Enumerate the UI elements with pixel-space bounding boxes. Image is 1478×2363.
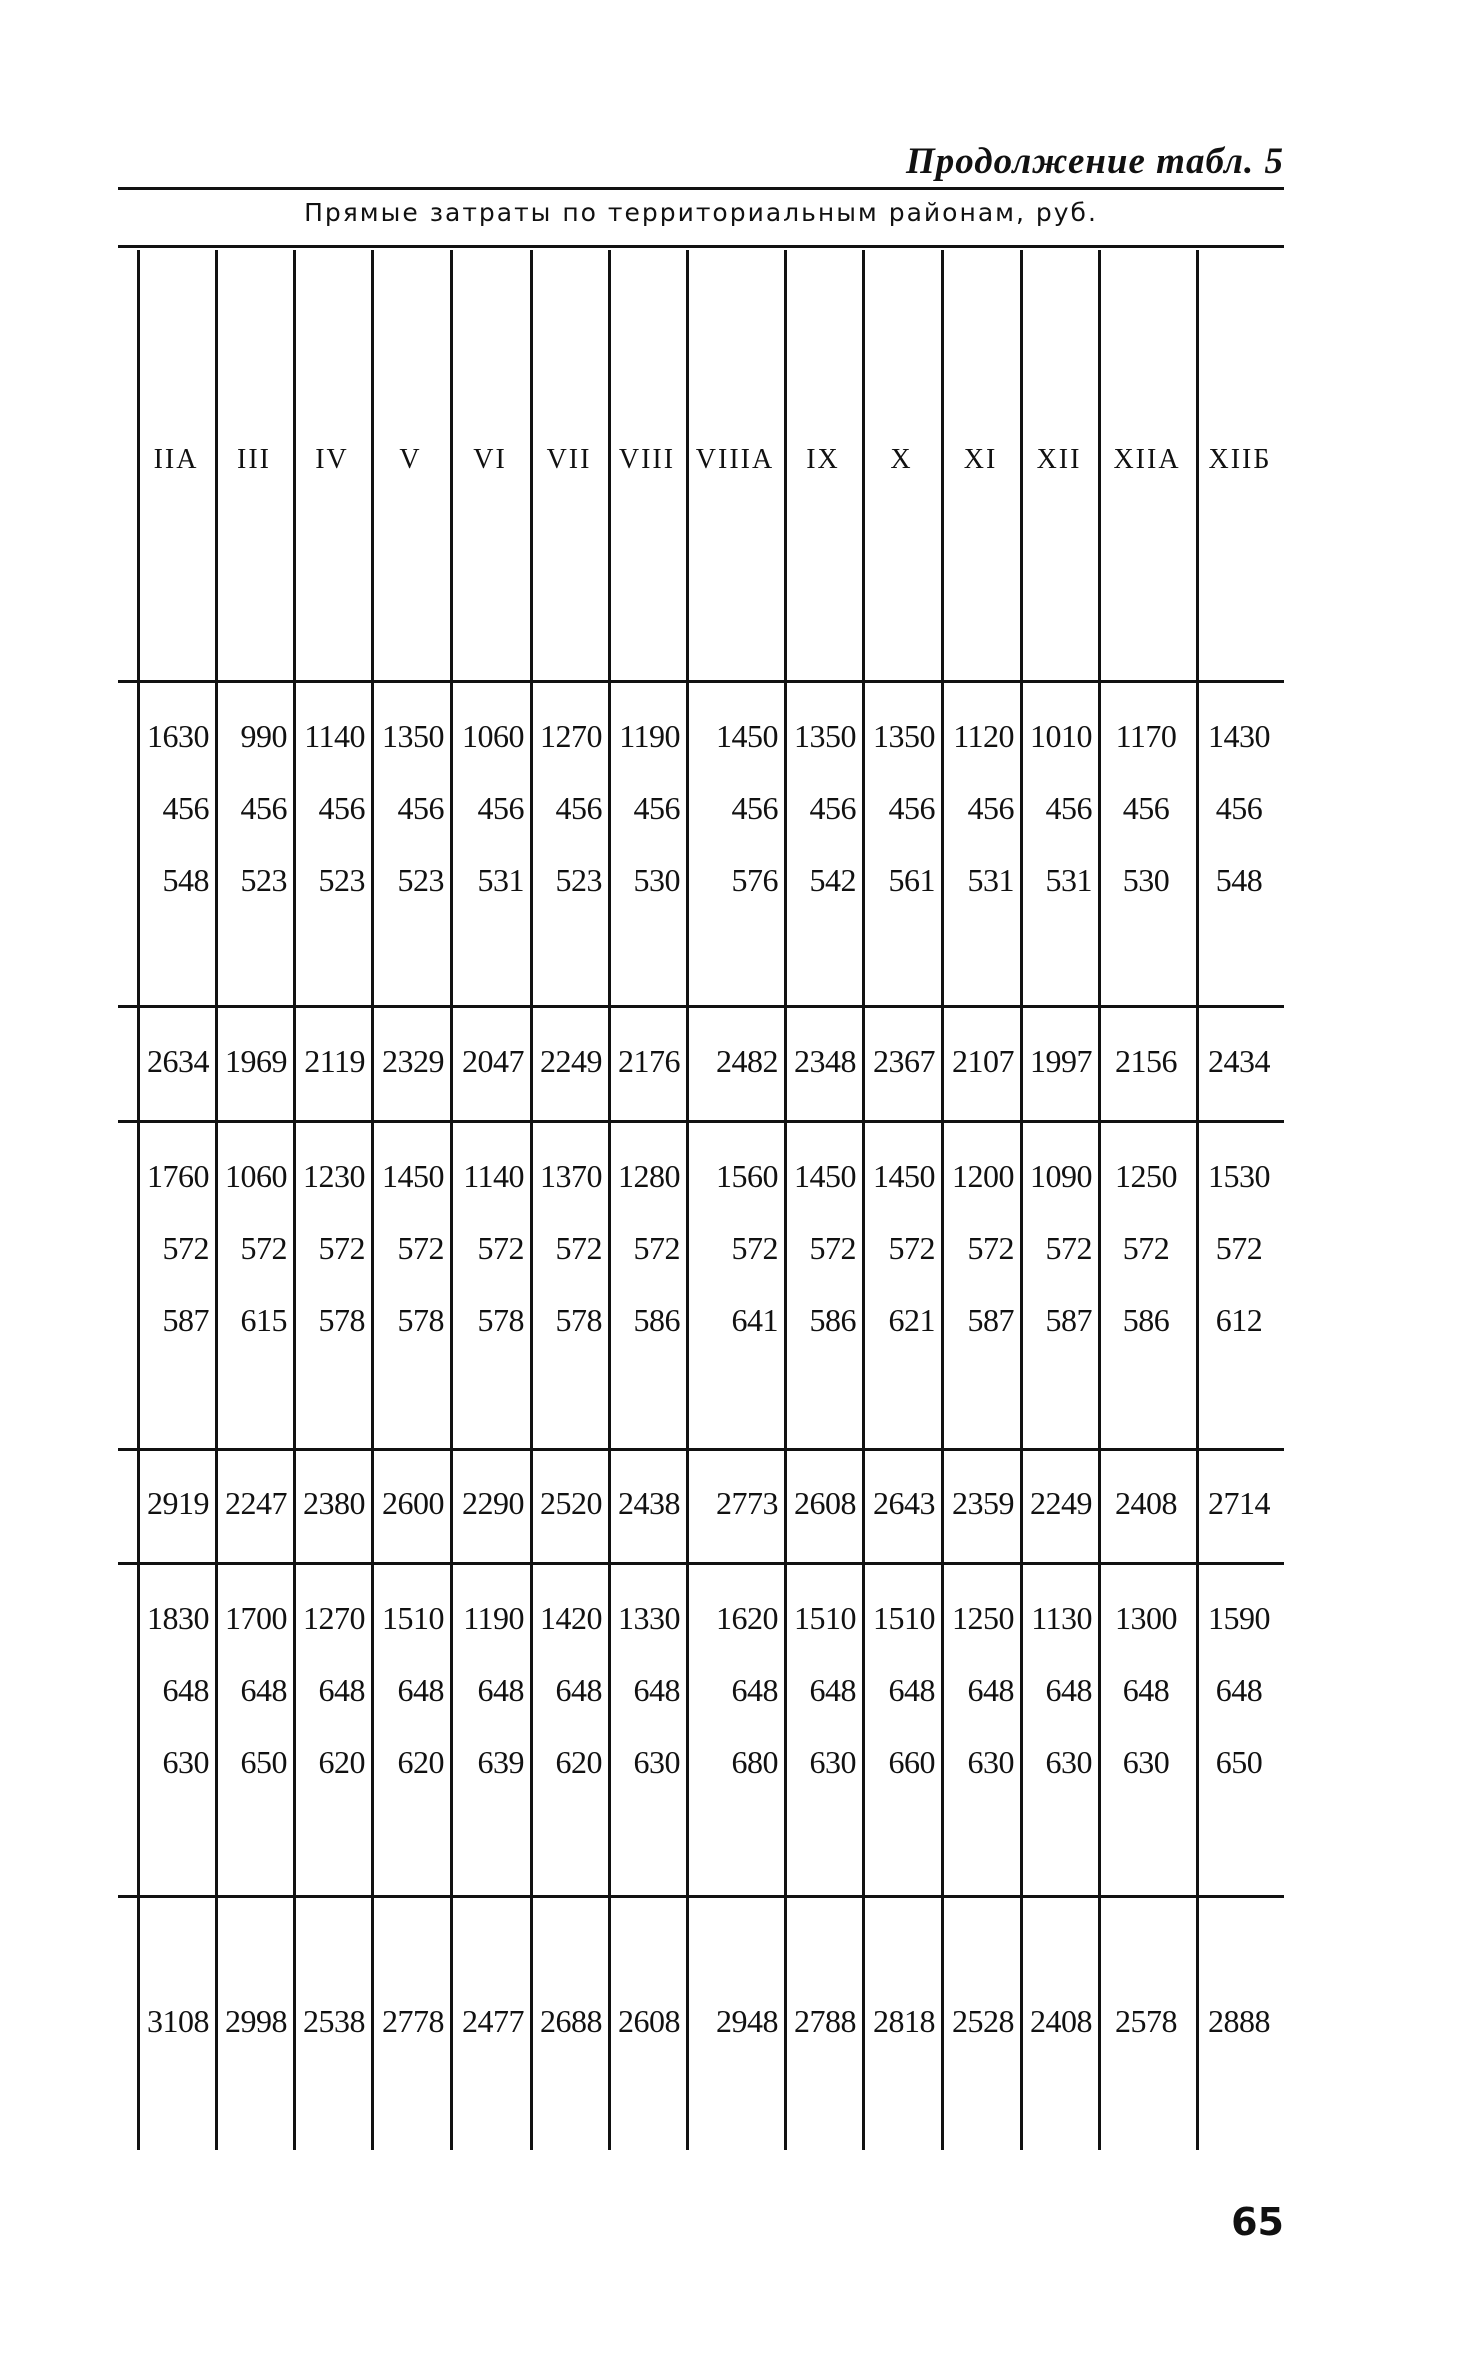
column-divider — [862, 250, 865, 2150]
table-cell: 2600 — [382, 1485, 444, 1521]
table-cell: 2520 — [540, 1485, 602, 1521]
table-cell: 456 — [731, 790, 778, 826]
table-cell: 456 — [809, 790, 856, 826]
table-cell: 523 — [318, 862, 365, 898]
table-cell: 630 — [1122, 1744, 1170, 1780]
table-cell: 2778 — [382, 2003, 444, 2039]
table-cell: 530 — [633, 862, 680, 898]
column-divider — [450, 250, 453, 2150]
table-cell: 641 — [731, 1302, 778, 1338]
table-cell: 2249 — [1030, 1485, 1092, 1521]
table-cell: 456 — [555, 790, 602, 826]
caption-rule — [118, 245, 1284, 248]
table-cell: 1250 — [952, 1600, 1014, 1636]
table-cell: 2578 — [1115, 2003, 1177, 2039]
table-cell: 572 — [809, 1230, 856, 1266]
table-cell: 2477 — [462, 2003, 524, 2039]
table-cell: 2408 — [1030, 2003, 1092, 2039]
table-cell: 586 — [809, 1302, 856, 1338]
continuation-label: Продолжение табл. 5 — [906, 141, 1284, 182]
table-cell: 456 — [1215, 790, 1263, 826]
table-cell: 1450 — [716, 718, 778, 754]
column-header: XII — [1036, 444, 1082, 475]
table-cell: 456 — [318, 790, 365, 826]
column-header: X — [890, 444, 913, 475]
column-header: VIIIA — [695, 444, 775, 475]
table-cell: 572 — [967, 1230, 1014, 1266]
table-cell: 586 — [1122, 1302, 1170, 1338]
table-cell: 530 — [1122, 862, 1170, 898]
column-header: VII — [546, 444, 592, 475]
table-cell: 2818 — [873, 2003, 935, 2039]
table-cell: 2919 — [147, 1485, 209, 1521]
table-cell: 1130 — [1031, 1600, 1092, 1636]
column-header: IV — [315, 444, 349, 475]
column-header: VI — [473, 444, 507, 475]
table-cell: 1430 — [1208, 718, 1270, 754]
table-cell: 2608 — [618, 2003, 680, 2039]
column-header: III — [237, 444, 271, 475]
table-cell: 648 — [318, 1672, 365, 1708]
table-cell: 2643 — [873, 1485, 935, 1521]
table-cell: 1510 — [794, 1600, 856, 1636]
table-cell: 578 — [555, 1302, 602, 1338]
table-cell: 1630 — [147, 718, 209, 754]
column-divider — [1020, 250, 1023, 2150]
table-cell: 1060 — [462, 718, 524, 754]
table-cell: 456 — [240, 790, 287, 826]
table-cell: 1270 — [303, 1600, 365, 1636]
table-cell: 621 — [888, 1302, 935, 1338]
column-header: XIIБ — [1208, 444, 1272, 475]
table-cell: 615 — [240, 1302, 287, 1338]
table-cell: 578 — [318, 1302, 365, 1338]
table-cell: 1700 — [225, 1600, 287, 1636]
table-cell: 1760 — [147, 1158, 209, 1194]
table-cell: 1230 — [303, 1158, 365, 1194]
table-cell: 990 — [240, 718, 287, 754]
table-cell: 572 — [1215, 1230, 1263, 1266]
table-cell: 578 — [397, 1302, 444, 1338]
table-cell: 572 — [1045, 1230, 1092, 1266]
table-cell: 572 — [397, 1230, 444, 1266]
table-cell: 630 — [1045, 1744, 1092, 1780]
table-cell: 2634 — [147, 1043, 209, 1079]
table-cell: 2714 — [1208, 1485, 1270, 1521]
table-cell: 531 — [1045, 862, 1092, 898]
table-cell: 648 — [397, 1672, 444, 1708]
table-cell: 2888 — [1208, 2003, 1270, 2039]
table-cell: 572 — [477, 1230, 524, 1266]
table-cell: 2156 — [1115, 1043, 1177, 1079]
table-cell: 2408 — [1115, 1485, 1177, 1521]
table-cell: 456 — [1045, 790, 1092, 826]
table-cell: 2482 — [716, 1043, 778, 1079]
table-cell: 1450 — [794, 1158, 856, 1194]
table-cell: 542 — [809, 862, 856, 898]
table-cell: 1830 — [147, 1600, 209, 1636]
table-cell: 612 — [1215, 1302, 1263, 1338]
table-cell: 1969 — [225, 1043, 287, 1079]
table-cell: 572 — [731, 1230, 778, 1266]
table-cell: 2608 — [794, 1485, 856, 1521]
table-cell: 456 — [967, 790, 1014, 826]
table-cell: 578 — [477, 1302, 524, 1338]
table-cell: 1450 — [873, 1158, 935, 1194]
table-cell: 620 — [318, 1744, 365, 1780]
table-cell: 1350 — [794, 718, 856, 754]
table-cell: 2434 — [1208, 1043, 1270, 1079]
table-cell: 587 — [967, 1302, 1014, 1338]
table-cell: 2047 — [462, 1043, 524, 1079]
table-cell: 648 — [240, 1672, 287, 1708]
table-cell: 1170 — [1115, 718, 1177, 754]
table-cell: 456 — [162, 790, 209, 826]
column-header: IIA — [153, 444, 199, 475]
column-header: XI — [963, 444, 998, 475]
table-cell: 2688 — [540, 2003, 602, 2039]
table-cell: 630 — [633, 1744, 680, 1780]
row-divider — [118, 1562, 1284, 1565]
table-cell: 561 — [888, 862, 935, 898]
table-cell: 1510 — [382, 1600, 444, 1636]
table-cell: 2367 — [873, 1043, 935, 1079]
table-cell: 648 — [1045, 1672, 1092, 1708]
table-cell: 620 — [555, 1744, 602, 1780]
table-cell: 2359 — [952, 1485, 1014, 1521]
table-cell: 531 — [477, 862, 524, 898]
table-cell: 456 — [397, 790, 444, 826]
table-cell: 1420 — [540, 1600, 602, 1636]
column-divider — [530, 250, 533, 2150]
table-cell: 587 — [1045, 1302, 1092, 1338]
table-cell: 1250 — [1115, 1158, 1177, 1194]
table-cell: 1997 — [1030, 1043, 1092, 1079]
table-cell: 648 — [888, 1672, 935, 1708]
table-cell: 456 — [888, 790, 935, 826]
table-cell: 2788 — [794, 2003, 856, 2039]
column-header: V — [399, 444, 422, 475]
column-divider — [941, 250, 944, 2150]
table-cell: 1270 — [540, 718, 602, 754]
table-cell: 2348 — [794, 1043, 856, 1079]
table-cell: 1140 — [304, 718, 365, 754]
table-cell: 1510 — [873, 1600, 935, 1636]
table-cell: 648 — [967, 1672, 1014, 1708]
table-cell: 2948 — [716, 2003, 778, 2039]
column-header: XIIA — [1113, 444, 1181, 475]
table-cell: 639 — [477, 1744, 524, 1780]
table-cell: 572 — [633, 1230, 680, 1266]
table-cell: 456 — [633, 790, 680, 826]
table-cell: 2438 — [618, 1485, 680, 1521]
page-number: 65 — [1231, 2200, 1284, 2244]
table-cell: 572 — [555, 1230, 602, 1266]
table-cell: 648 — [477, 1672, 524, 1708]
table-cell: 630 — [809, 1744, 856, 1780]
table-cell: 2119 — [304, 1043, 365, 1079]
column-divider — [371, 250, 374, 2150]
table-cell: 572 — [888, 1230, 935, 1266]
table-cell: 680 — [731, 1744, 778, 1780]
column-divider — [137, 250, 140, 2150]
table-caption: Прямые затраты по территориальным районам, руб. — [304, 198, 1098, 227]
table-cell: 1090 — [1030, 1158, 1092, 1194]
table-cell: 1060 — [225, 1158, 287, 1194]
table-cell: 648 — [555, 1672, 602, 1708]
table-cell: 1010 — [1030, 718, 1092, 754]
table-cell: 1300 — [1115, 1600, 1177, 1636]
table-cell: 620 — [397, 1744, 444, 1780]
table-cell: 1560 — [716, 1158, 778, 1194]
table-cell: 630 — [162, 1744, 209, 1780]
table-cell: 3108 — [147, 2003, 209, 2039]
table-cell: 531 — [967, 862, 1014, 898]
table-cell: 523 — [240, 862, 287, 898]
column-header: IX — [806, 444, 840, 475]
table-cell: 1450 — [382, 1158, 444, 1194]
table-cell: 648 — [1215, 1672, 1263, 1708]
table-cell: 1620 — [716, 1600, 778, 1636]
table-cell: 572 — [318, 1230, 365, 1266]
table-cell: 586 — [633, 1302, 680, 1338]
table-cell: 1280 — [618, 1158, 680, 1194]
table-cell: 523 — [397, 862, 444, 898]
table-cell: 1140 — [463, 1158, 524, 1194]
top-rule — [118, 187, 1284, 190]
table-cell: 650 — [240, 1744, 287, 1780]
column-header: VIII — [618, 444, 676, 475]
table-cell: 2247 — [225, 1485, 287, 1521]
table-cell: 1190 — [619, 718, 680, 754]
table-cell: 1370 — [540, 1158, 602, 1194]
row-divider — [118, 1120, 1284, 1123]
row-divider — [118, 1895, 1284, 1898]
table-cell: 548 — [1215, 862, 1263, 898]
table-cell: 1190 — [463, 1600, 524, 1636]
column-divider — [215, 250, 218, 2150]
row-divider — [118, 1005, 1284, 1008]
row-divider — [118, 680, 1284, 683]
column-divider — [1098, 250, 1101, 2150]
table-cell: 1530 — [1208, 1158, 1270, 1194]
table-cell: 2380 — [303, 1485, 365, 1521]
table-cell: 2528 — [952, 2003, 1014, 2039]
table-cell: 1590 — [1208, 1600, 1270, 1636]
table-cell: 650 — [1215, 1744, 1263, 1780]
table-cell: 2249 — [540, 1043, 602, 1079]
table-cell: 648 — [731, 1672, 778, 1708]
table-cell: 2538 — [303, 2003, 365, 2039]
table-cell: 572 — [162, 1230, 209, 1266]
table-cell: 1350 — [873, 718, 935, 754]
column-divider — [1196, 250, 1199, 2150]
table-cell: 523 — [555, 862, 602, 898]
table-cell: 648 — [1122, 1672, 1170, 1708]
table-cell: 648 — [809, 1672, 856, 1708]
table-cell: 572 — [1122, 1230, 1170, 1266]
row-divider — [118, 1448, 1284, 1451]
table-cell: 2290 — [462, 1485, 524, 1521]
table-cell: 660 — [888, 1744, 935, 1780]
table-cell: 630 — [967, 1744, 1014, 1780]
column-divider — [293, 250, 296, 2150]
table-cell: 2107 — [952, 1043, 1014, 1079]
table-cell: 1120 — [953, 718, 1014, 754]
table-cell: 648 — [162, 1672, 209, 1708]
table-cell: 456 — [1122, 790, 1170, 826]
column-divider — [686, 250, 689, 2150]
table-cell: 1330 — [618, 1600, 680, 1636]
table-cell: 456 — [477, 790, 524, 826]
table-cell: 2329 — [382, 1043, 444, 1079]
table-cell: 572 — [240, 1230, 287, 1266]
table-cell: 548 — [162, 862, 209, 898]
column-divider — [608, 250, 611, 2150]
table-cell: 2176 — [618, 1043, 680, 1079]
table-cell: 2773 — [716, 1485, 778, 1521]
table-cell: 587 — [162, 1302, 209, 1338]
table-cell: 1200 — [952, 1158, 1014, 1194]
table-cell: 648 — [633, 1672, 680, 1708]
table-cell: 576 — [731, 862, 778, 898]
table-cell: 1350 — [382, 718, 444, 754]
table-cell: 2998 — [225, 2003, 287, 2039]
column-divider — [784, 250, 787, 2150]
